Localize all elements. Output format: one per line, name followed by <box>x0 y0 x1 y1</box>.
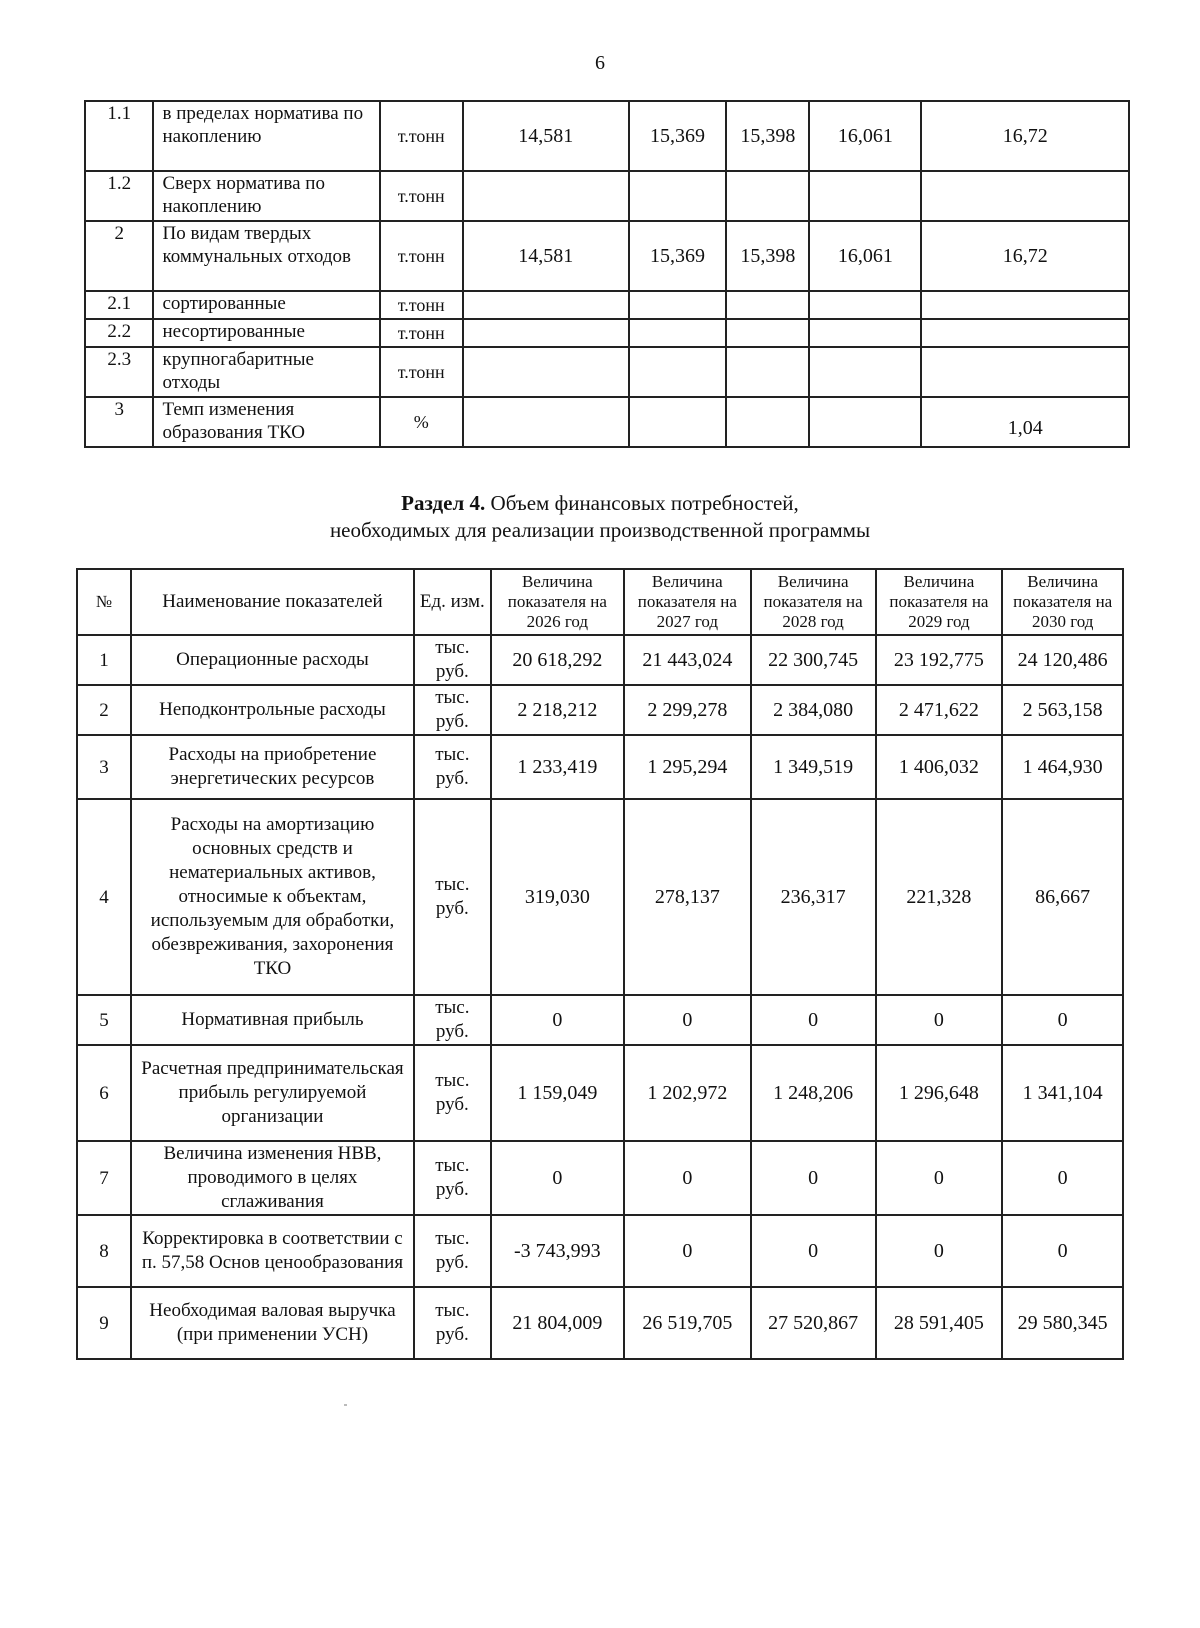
value-cell: 0 <box>1002 1215 1123 1287</box>
value-cell <box>463 319 629 347</box>
row-name: Неподконтрольные расходы <box>131 685 414 735</box>
section-4-title-line2: необходимых для реализации производственной программы <box>329 518 871 542</box>
value-cell: 0 <box>491 995 624 1045</box>
value-cell: 23 192,775 <box>876 635 1003 685</box>
financial-needs-table <box>76 568 1124 1360</box>
value-cell: 319,030 <box>491 799 624 995</box>
value-cell: 28 591,405 <box>876 1287 1003 1359</box>
row-name: Расчетная предпринимательская прибыль регулируемой организации <box>131 1045 414 1141</box>
row-unit: т.тонн <box>380 171 463 221</box>
value-cell <box>629 397 727 447</box>
value-cell: 0 <box>491 1141 624 1215</box>
value-cell: 16,72 <box>921 101 1129 171</box>
section-4-title <box>0 490 1200 544</box>
row-unit: тыс. руб. <box>414 995 491 1045</box>
row-number: 1 <box>77 635 131 685</box>
value-cell: 1 464,930 <box>1002 735 1123 799</box>
value-cell: -3 743,993 <box>491 1215 624 1287</box>
value-cell: 0 <box>624 1215 751 1287</box>
row-number: 9 <box>77 1287 131 1359</box>
table-row <box>85 171 1129 221</box>
row-name: в пределах норматива по накоплению <box>153 101 379 171</box>
row-number: 2.1 <box>85 291 153 319</box>
value-cell: 22 300,745 <box>751 635 876 685</box>
value-cell: 26 519,705 <box>624 1287 751 1359</box>
table-row <box>77 685 1123 735</box>
value-cell <box>726 171 809 221</box>
row-name: По видам твердых коммунальных отходов <box>153 221 379 291</box>
value-cell: 14,581 <box>463 101 629 171</box>
value-cell: 0 <box>876 1215 1003 1287</box>
value-cell: 16,061 <box>809 221 921 291</box>
value-cell: 2 563,158 <box>1002 685 1123 735</box>
volume-table-body <box>85 101 1129 447</box>
table-row <box>77 1045 1123 1141</box>
value-cell: 278,137 <box>624 799 751 995</box>
table-row <box>77 1215 1123 1287</box>
scan-speck <box>344 1404 347 1406</box>
value-cell: 0 <box>624 995 751 1045</box>
row-number: 8 <box>77 1215 131 1287</box>
value-cell: 16,72 <box>921 221 1129 291</box>
table-row <box>77 1141 1123 1215</box>
value-cell <box>629 347 727 397</box>
row-unit: тыс. руб. <box>414 1045 491 1141</box>
row-unit: тыс. руб. <box>414 735 491 799</box>
row-unit: т.тонн <box>380 347 463 397</box>
row-unit: т.тонн <box>380 291 463 319</box>
value-cell <box>809 347 921 397</box>
value-cell: 1 233,419 <box>491 735 624 799</box>
value-cell <box>726 291 809 319</box>
value-cell: 0 <box>876 995 1003 1045</box>
row-name: Темп изменения образования ТКО <box>153 397 379 447</box>
row-unit: тыс. руб. <box>414 1141 491 1215</box>
value-cell: 221,328 <box>876 799 1003 995</box>
value-cell <box>726 319 809 347</box>
header-year-2029: Величина показателя на 2029 год <box>876 569 1003 635</box>
volume-table <box>84 100 1130 448</box>
value-cell: 1 341,104 <box>1002 1045 1123 1141</box>
header-year-2028: Величина показателя на 2028 год <box>751 569 876 635</box>
value-cell: 27 520,867 <box>751 1287 876 1359</box>
financial-table-header-row <box>77 569 1123 635</box>
value-cell <box>629 171 727 221</box>
value-cell: 1 248,206 <box>751 1045 876 1141</box>
header-num: № <box>77 569 131 635</box>
value-cell: 0 <box>751 995 876 1045</box>
value-cell: 14,581 <box>463 221 629 291</box>
value-cell: 29 580,345 <box>1002 1287 1123 1359</box>
table-row <box>85 347 1129 397</box>
value-cell <box>921 347 1129 397</box>
row-unit: тыс. руб. <box>414 635 491 685</box>
row-unit: т.тонн <box>380 319 463 347</box>
value-cell: 2 299,278 <box>624 685 751 735</box>
value-cell: 0 <box>624 1141 751 1215</box>
table-row <box>85 221 1129 291</box>
header-year-2027: Величина показателя на 2027 год <box>624 569 751 635</box>
row-name: Нормативная прибыль <box>131 995 414 1045</box>
value-cell <box>809 397 921 447</box>
row-name: Операционные расходы <box>131 635 414 685</box>
value-cell: 21 443,024 <box>624 635 751 685</box>
row-name: крупногабаритные отходы <box>153 347 379 397</box>
value-cell <box>921 171 1129 221</box>
header-year-2030: Величина показателя на 2030 год <box>1002 569 1123 635</box>
row-number: 2.3 <box>85 347 153 397</box>
row-number: 7 <box>77 1141 131 1215</box>
value-cell <box>463 397 629 447</box>
row-number: 2.2 <box>85 319 153 347</box>
value-cell: 21 804,009 <box>491 1287 624 1359</box>
header-unit: Ед. изм. <box>414 569 491 635</box>
value-cell <box>463 171 629 221</box>
page-number: 6 <box>595 52 605 74</box>
row-number: 1.1 <box>85 101 153 171</box>
value-cell: 1 202,972 <box>624 1045 751 1141</box>
value-cell: 15,369 <box>629 221 727 291</box>
row-name: несортированные <box>153 319 379 347</box>
value-cell: 0 <box>876 1141 1003 1215</box>
table-row <box>85 319 1129 347</box>
value-cell <box>629 291 727 319</box>
row-number: 6 <box>77 1045 131 1141</box>
row-number: 3 <box>77 735 131 799</box>
row-number: 2 <box>85 221 153 291</box>
header-name: Наименование показателей <box>131 569 414 635</box>
value-cell: 1,04 <box>921 397 1129 447</box>
value-cell: 20 618,292 <box>491 635 624 685</box>
row-unit: тыс. руб. <box>414 799 491 995</box>
table-row <box>77 799 1123 995</box>
value-cell <box>463 347 629 397</box>
value-cell: 1 159,049 <box>491 1045 624 1141</box>
row-unit: тыс. руб. <box>414 1287 491 1359</box>
table-row <box>77 995 1123 1045</box>
row-name: Расходы на амортизацию основных средств и нематериальных активов, относимые к объектам, используемым для обработки, обезвреживания, захоронения ТКО <box>131 799 414 995</box>
value-cell: 15,369 <box>629 101 727 171</box>
value-cell <box>629 319 727 347</box>
value-cell <box>726 347 809 397</box>
table-row <box>85 291 1129 319</box>
header-year-2026: Величина показателя на 2026 год <box>491 569 624 635</box>
value-cell <box>463 291 629 319</box>
row-number: 4 <box>77 799 131 995</box>
row-number: 1.2 <box>85 171 153 221</box>
row-name: Необходимая валовая выручка (при применении УСН) <box>131 1287 414 1359</box>
row-unit: тыс. руб. <box>414 685 491 735</box>
value-cell: 1 349,519 <box>751 735 876 799</box>
value-cell: 0 <box>751 1215 876 1287</box>
financial-table-body <box>77 635 1123 1359</box>
value-cell: 0 <box>1002 995 1123 1045</box>
value-cell: 0 <box>751 1141 876 1215</box>
value-cell: 2 384,080 <box>751 685 876 735</box>
value-cell: 86,667 <box>1002 799 1123 995</box>
row-unit: т.тонн <box>380 221 463 291</box>
value-cell: 0 <box>1002 1141 1123 1215</box>
value-cell: 15,398 <box>726 221 809 291</box>
value-cell: 15,398 <box>726 101 809 171</box>
row-name: сортированные <box>153 291 379 319</box>
row-number: 3 <box>85 397 153 447</box>
value-cell <box>809 319 921 347</box>
table-row <box>77 1287 1123 1359</box>
value-cell <box>809 291 921 319</box>
value-cell: 1 296,648 <box>876 1045 1003 1141</box>
table-row <box>85 101 1129 171</box>
table-row <box>77 635 1123 685</box>
section-4-title-line1: Объем финансовых потребностей, <box>485 491 799 515</box>
row-name: Расходы на приобретение энергетических ресурсов <box>131 735 414 799</box>
value-cell: 2 218,212 <box>491 685 624 735</box>
row-unit: тыс. руб. <box>414 1215 491 1287</box>
table-row <box>85 397 1129 447</box>
table-row <box>77 735 1123 799</box>
row-name: Корректировка в соответствии с п. 57,58 Основ ценообразования <box>131 1215 414 1287</box>
value-cell <box>921 319 1129 347</box>
row-number: 5 <box>77 995 131 1045</box>
value-cell: 1 295,294 <box>624 735 751 799</box>
row-unit: т.тонн <box>380 101 463 171</box>
value-cell <box>921 291 1129 319</box>
row-number: 2 <box>77 685 131 735</box>
value-cell: 2 471,622 <box>876 685 1003 735</box>
value-cell: 16,061 <box>809 101 921 171</box>
row-name: Величина изменения НВВ, проводимого в целях сглаживания <box>131 1141 414 1215</box>
value-cell <box>726 397 809 447</box>
value-cell <box>809 171 921 221</box>
section-4-prefix: Раздел 4. <box>401 491 486 515</box>
value-cell: 236,317 <box>751 799 876 995</box>
row-name: Сверх норматива по накоплению <box>153 171 379 221</box>
row-unit: % <box>380 397 463 447</box>
value-cell: 1 406,032 <box>876 735 1003 799</box>
value-cell: 24 120,486 <box>1002 635 1123 685</box>
